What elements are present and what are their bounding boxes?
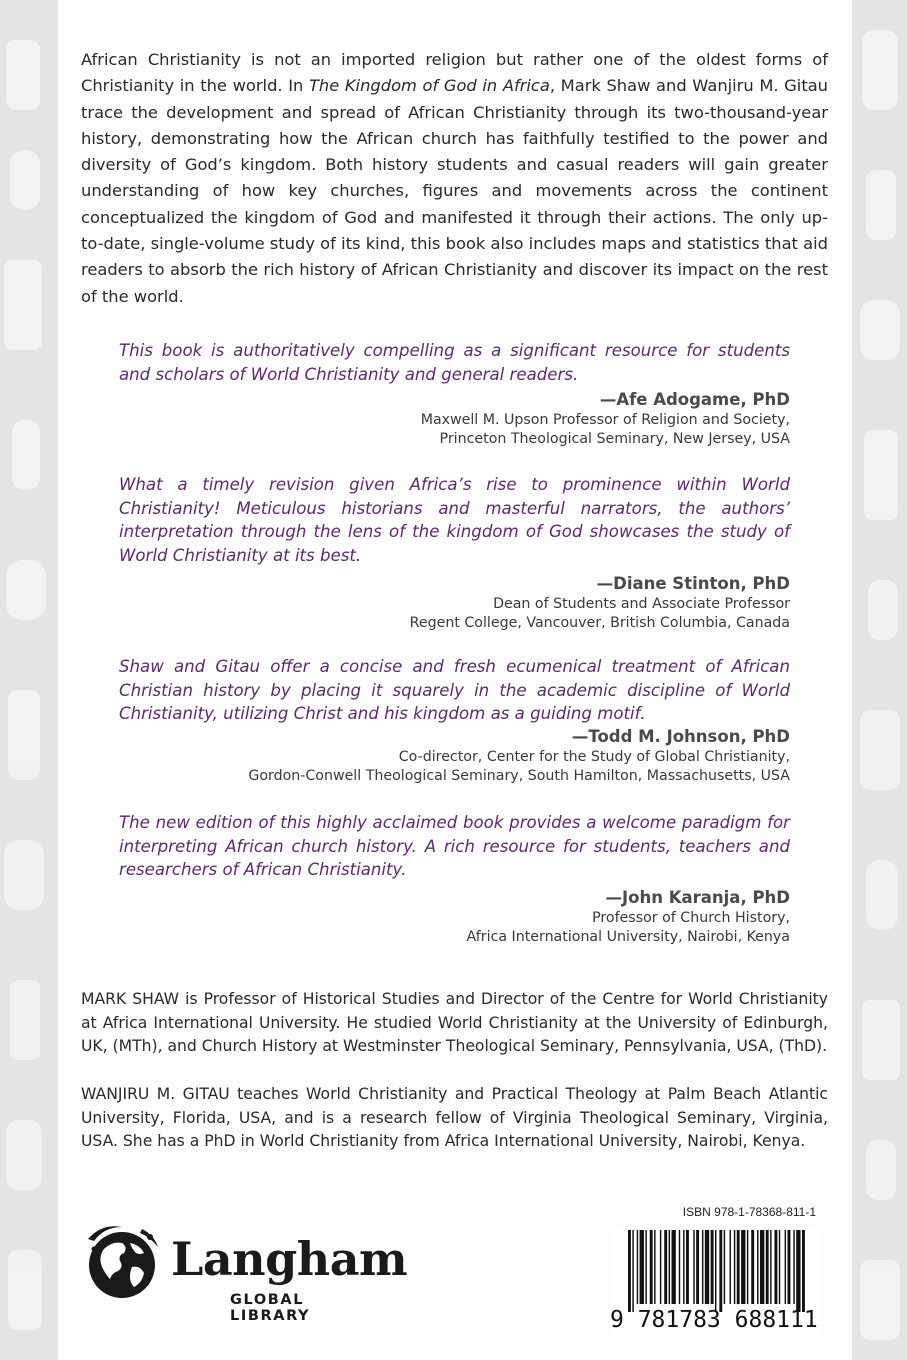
barcode-bar: [654, 1230, 655, 1304]
book-description: African Christianity is not an imported religion but rather one of the oldest forms of Christianity in the world. In The Kingdom of God in Africa, Mark Shaw and Wanjiru M. Gitau trace the development and spread of African Christianity through its two-thousand-year history, demonstrating how the African church has faithfully testified to the power and diversity of God’s kingdom. Both history students and casual readers will gain greater understanding of how key churches, figures and movements across the continent conceptualized the kingdom of God and manifested it through their actions. The only up-to-date, single-volume study of its kind, this book also includes maps and statistics that aid readers to absorb the rich history of African Christianity and discover its impact on the rest of the world.: [81, 50, 828, 306]
publisher-logo: [80, 1219, 408, 1324]
barcode-bar: [664, 1230, 667, 1304]
barcode-bar: [693, 1230, 694, 1304]
barcode-bar: [766, 1230, 769, 1304]
barcode-bar: [737, 1230, 740, 1304]
barcode-bar: [774, 1230, 777, 1304]
barcode-bar: [645, 1230, 646, 1304]
endorsement-3: [119, 655, 790, 786]
endorser-title: Professor of Church History,: [592, 909, 790, 926]
barcode-bar: [705, 1230, 709, 1304]
author-bio-shaw: MARK SHAW is Professor of Historical Studies and Director of the Centre for World Christianity at Africa International University. He studied World Christianity at the University of Edinburgh, UK, (MTh), and Church History at Westminster Theological Seminary, Pennsylvania, USA, (ThD).: [81, 990, 828, 1055]
barcode-bar: [679, 1230, 680, 1304]
endorser-name: —Todd M. Johnson, PhD: [571, 726, 790, 746]
endorser-name: —Afe Adogame, PhD: [599, 390, 790, 409]
book-title: The Kingdom of God in Africa: [308, 76, 550, 96]
endorser-title: Maxwell M. Upson Professor of Religion and Society,: [420, 412, 790, 428]
endorsement-quote: What a timely revision given Africa’s rise to prominence within World Christianity! Meticulous historians and masterful narrators, the authors’ interpretation through the lens of the kingdom of God showcases the study of World Christianity at its best.: [119, 475, 790, 565]
barcode-digits: 9 781783 688111: [610, 1307, 818, 1333]
globe-icon: [80, 1219, 168, 1307]
endorsement-quote: The new edition of this highly acclaimed book provides a welcome paradigm for interpreting African church history. A rich resource for students, teachers and researchers of African Christianity.: [119, 813, 790, 879]
endorser-institution: Princeton Theological Seminary, New Jersey, USA: [439, 431, 790, 447]
endorsement-1: [119, 339, 790, 449]
barcode-bar: [719, 1230, 722, 1312]
barcode-bar: [779, 1230, 780, 1304]
barcode-bar: [660, 1230, 661, 1304]
barcode-bar: [796, 1230, 800, 1312]
barcode-bar: [785, 1230, 786, 1304]
barcode-bar: [760, 1230, 764, 1304]
barcode-bar: [802, 1230, 805, 1312]
barcode-bar: [632, 1230, 633, 1312]
barcode-bar: [730, 1230, 731, 1304]
endorser-institution: Gordon-Conwell Theological Seminary, South Hamilton, Massachusetts, USA: [248, 767, 790, 784]
publisher-name: Langham: [171, 1232, 408, 1286]
endorsement-quote: This book is authoritatively compelling as a significant resource for students and scholars of World Christianity and general readers.: [119, 341, 790, 384]
barcode-bar: [650, 1230, 653, 1304]
endorser-institution: Regent College, Vancouver, British Columbia, Canada: [409, 615, 790, 631]
barcode-bar: [757, 1230, 758, 1304]
endorser-title: Dean of Students and Associate Professor: [493, 596, 790, 612]
author-bio-gitau: WANJIRU M. GITAU teaches World Christianity and Practical Theology at Palm Beach Atlantic University, Florida, USA, and is a research fellow of Virginia Theological Seminary, Virginia, USA. She has a PhD in World Christianity from Africa International University, Nairobi, Kenya.: [81, 1085, 828, 1150]
barcode-bar: [724, 1230, 725, 1304]
isbn-label: ISBN 978-1-78368-811-1: [682, 1205, 816, 1219]
barcode-bar: [711, 1230, 714, 1304]
barcode-bar: [793, 1230, 794, 1304]
publisher-subtitle: GLOBAL LIBRARY: [230, 1292, 311, 1324]
barcode-bar: [628, 1230, 631, 1312]
barcode-bar: [683, 1230, 684, 1304]
barcode-bar: [770, 1230, 771, 1304]
barcode-bar: [734, 1230, 735, 1304]
endorser-name: —John Karanja, PhD: [605, 887, 790, 907]
barcode-bar: [702, 1230, 703, 1304]
barcode-bar: [686, 1230, 689, 1304]
isbn-barcode: [610, 1227, 818, 1339]
barcode-bar: [747, 1230, 748, 1304]
endorsement-quote: Shaw and Gitau offer a concise and fresh ecumenical treatment of African Christian history by placing it squarely in the academic discipline of World Christianity, utilizing Christ and his kingdom as a guiding motif.: [119, 657, 790, 723]
endorser-name: —Diane Stinton, PhD: [596, 574, 790, 593]
endorsement-4: [119, 811, 790, 947]
barcode-bar: [696, 1230, 699, 1304]
barcode-bar: [788, 1230, 791, 1304]
barcode-bar: [672, 1230, 676, 1304]
endorser-institution: Africa International University, Nairobi, Kenya: [466, 928, 790, 945]
barcode-bar: [741, 1230, 745, 1304]
barcode-bar: [715, 1230, 716, 1312]
barcode-bar: [640, 1230, 644, 1304]
barcode-bar: [751, 1230, 754, 1304]
barcode-bar: [637, 1230, 638, 1304]
barcode-bar: [669, 1230, 670, 1304]
endorsement-2: [119, 473, 790, 633]
endorser-title: Co-director, Center for the Study of Global Christianity,: [398, 748, 790, 765]
